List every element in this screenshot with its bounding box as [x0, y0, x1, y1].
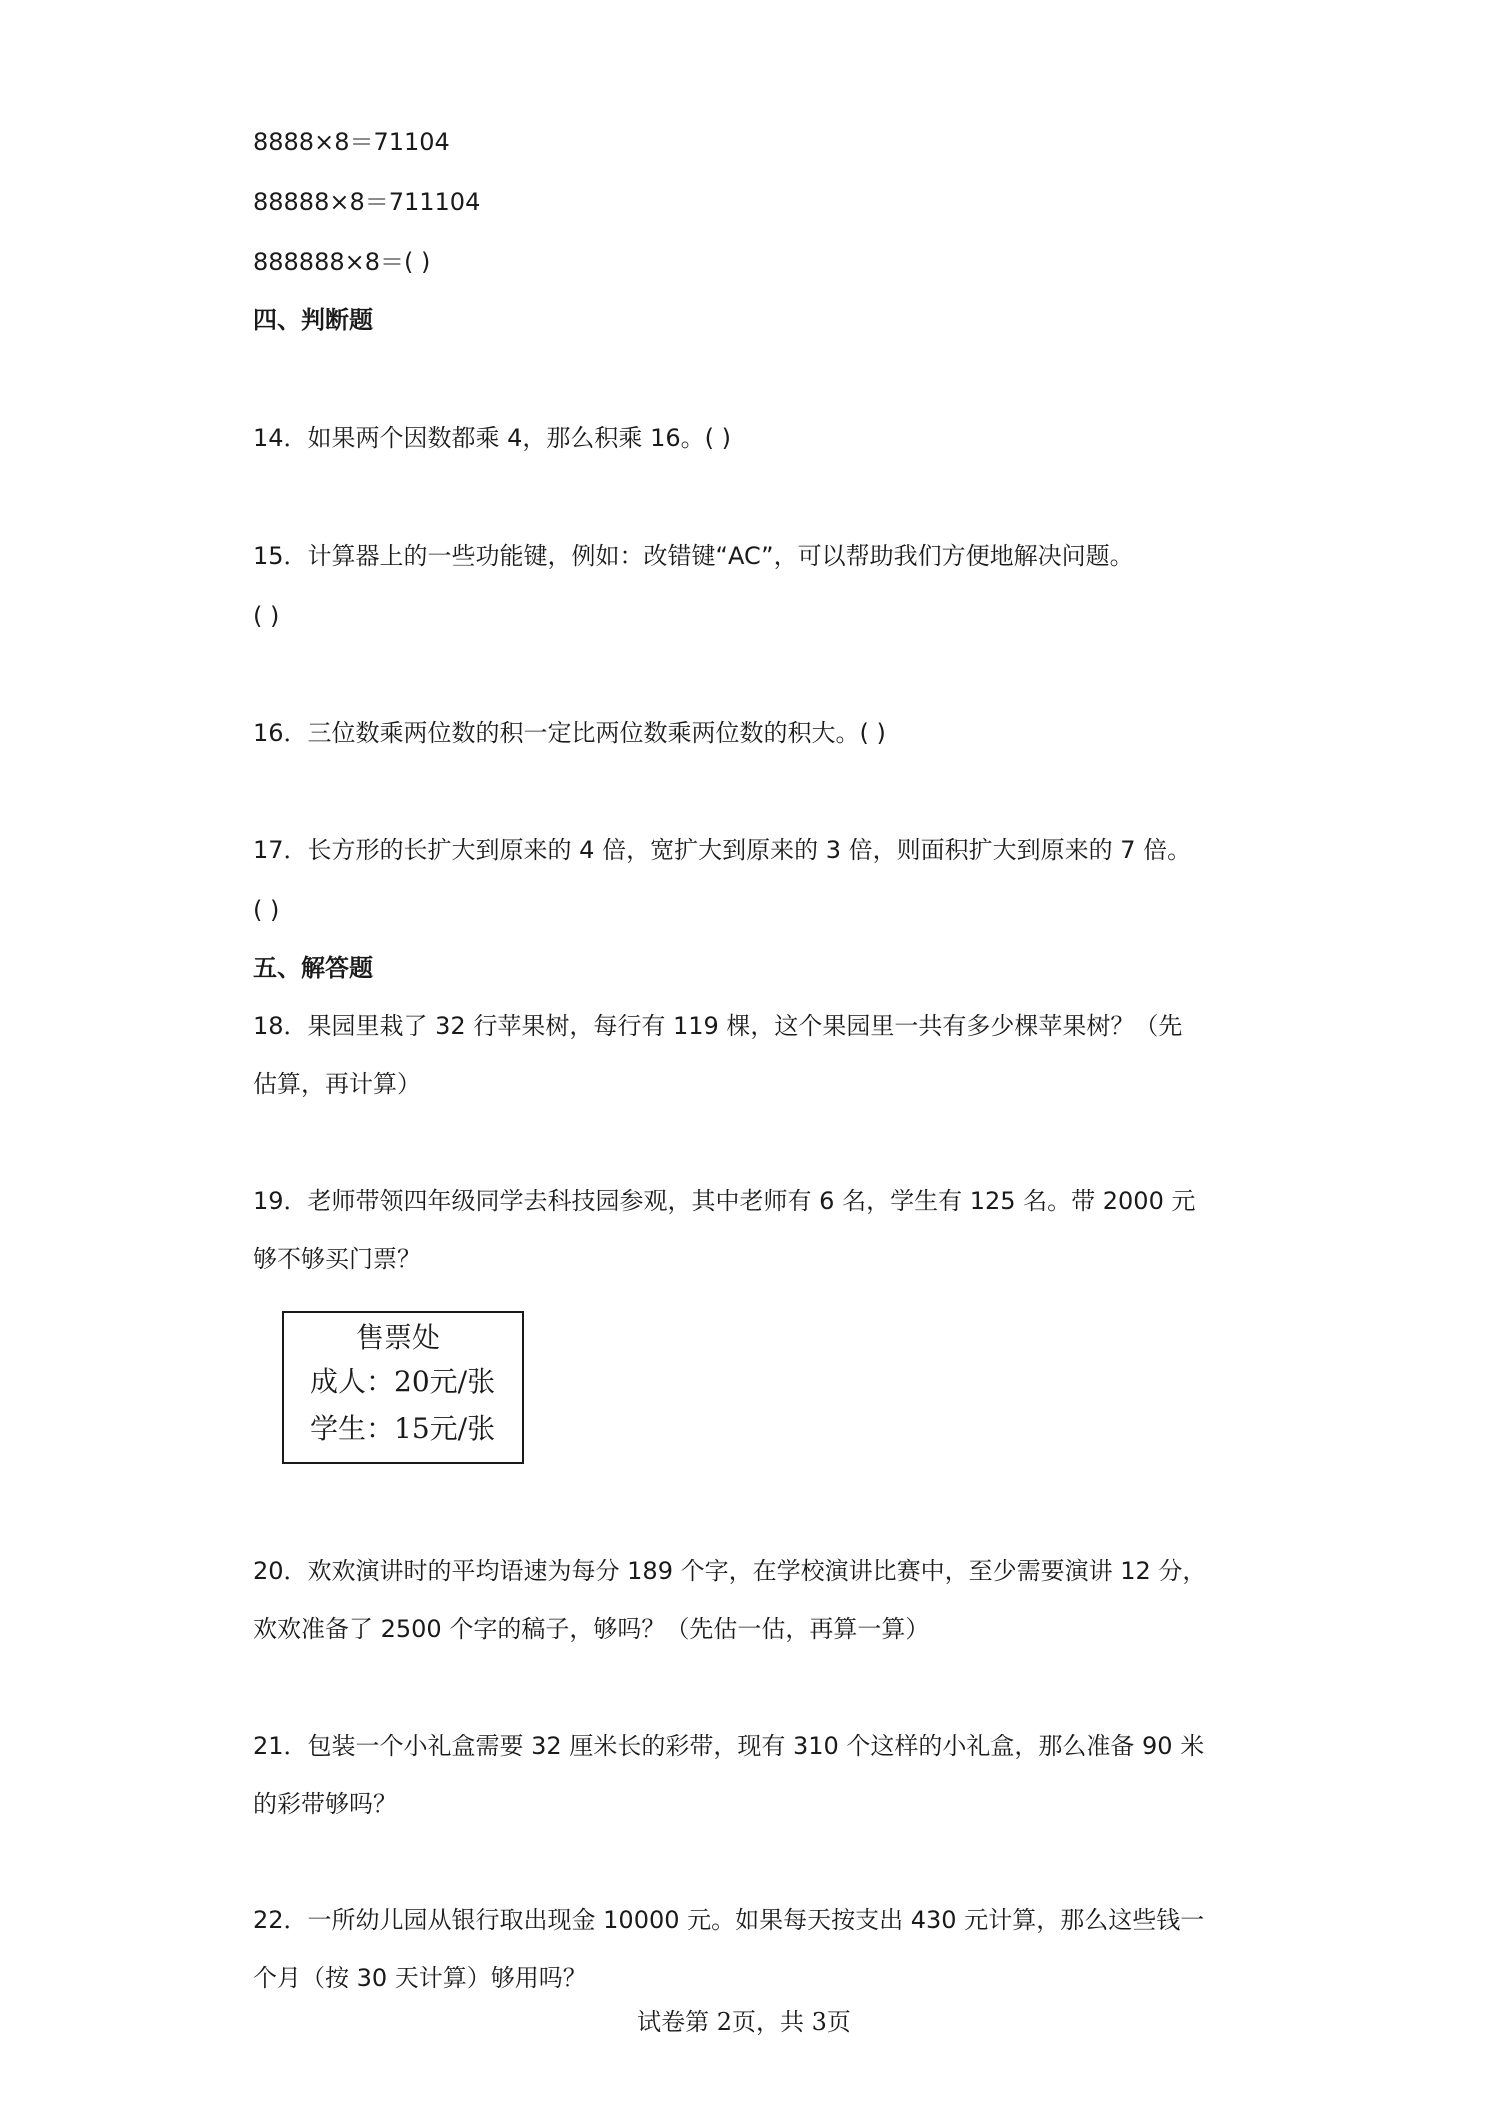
section4-title: 四、判断题 [253, 306, 373, 334]
question-18-line2: 估算，再计算） [253, 1070, 421, 1098]
question-22-line2: 个月（按 30 天计算）够用吗？ [253, 1964, 587, 1992]
calc-line-3: 888888×8＝( ) [253, 248, 431, 276]
ticket-price-box [282, 1311, 524, 1464]
question-15-answer: ( ) [253, 602, 280, 630]
question-19-line1: 19．老师带领四年级同学去科技园参观，其中老师有 6 名，学生有 125 名。带 2000 元 [253, 1187, 1196, 1215]
question-19-line2: 够不够买门票？ [253, 1245, 421, 1273]
ticket-adult-price: 成人：20元/张 [310, 1365, 496, 1398]
calc-line-1: 8888×8＝71104 [253, 128, 450, 156]
question-16: 16．三位数乘两位数的积一定比两位数乘两位数的积大。( ) [253, 719, 886, 747]
page-footer: 试卷第 2页，共 3页 [637, 2008, 851, 2036]
question-17-line1: 17．长方形的长扩大到原来的 4 倍，宽扩大到原来的 3 倍，则面积扩大到原来的 7 倍。 [253, 836, 1192, 864]
question-20-line1: 20．欢欢演讲时的平均语速为每分 189 个字，在学校演讲比赛中，至少需要演讲 12 分， [253, 1557, 1207, 1585]
question-22-line1: 22．一所幼儿园从银行取出现金 10000 元。如果每天按支出 430 元计算，那么这些钱一 [253, 1906, 1205, 1934]
question-14: 14．如果两个因数都乘 4，那么积乘 16。( ) [253, 424, 731, 452]
question-15-line1: 15．计算器上的一些功能键，例如：改错键“AC”，可以帮助我们方便地解决问题。 [253, 542, 1134, 570]
section5-title: 五、解答题 [253, 954, 373, 982]
ticket-box-title: 售票处 [356, 1321, 441, 1354]
question-21-line1: 21．包装一个小礼盒需要 32 厘米长的彩带，现有 310 个这样的小礼盒，那么准备 90 米 [253, 1732, 1205, 1760]
question-18-line1: 18．果园里栽了 32 行苹果树，每行有 119 棵，这个果园里一共有多少棵苹果树？（先 [253, 1012, 1183, 1040]
calc-line-2: 88888×8＝711104 [253, 188, 481, 216]
question-17-answer: ( ) [253, 896, 280, 924]
question-20-line2: 欢欢准备了 2500 个字的稿子，够吗？（先估一估，再算一算） [253, 1615, 930, 1643]
question-21-line2: 的彩带够吗？ [253, 1790, 397, 1818]
ticket-student-price: 学生：15元/张 [310, 1412, 496, 1445]
